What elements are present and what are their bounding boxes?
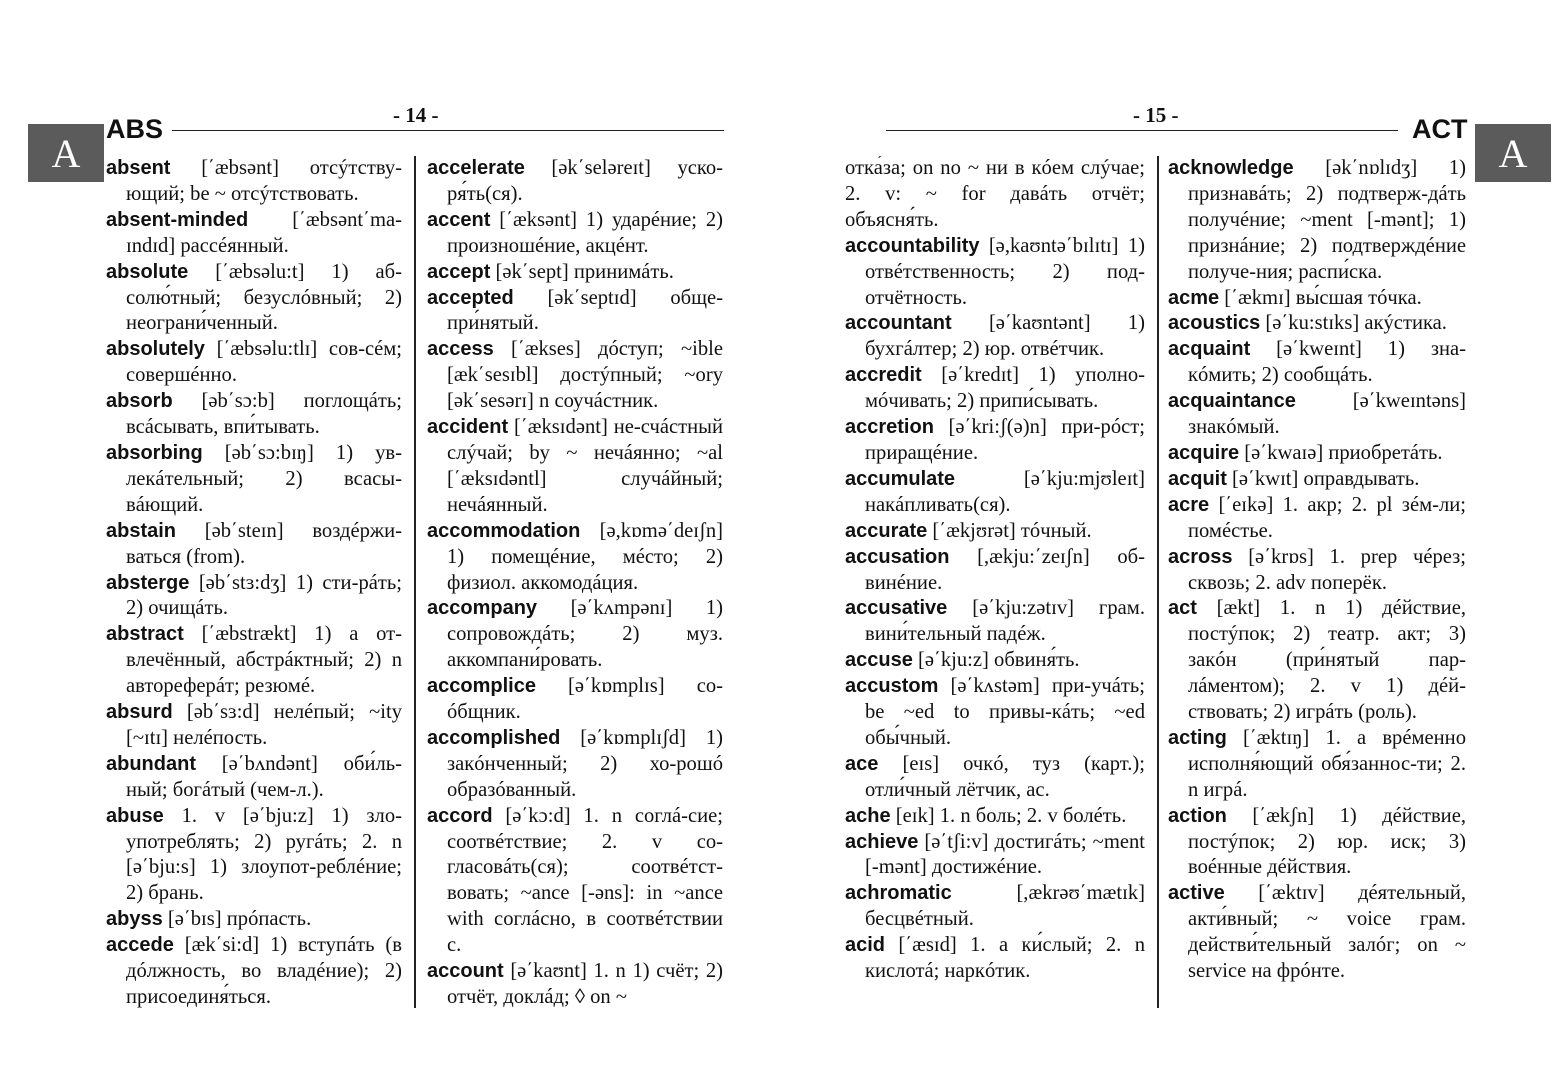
dictionary-entry [845,545,1145,597]
entry-headword: acknowledge [1168,157,1294,179]
dictionary-entry [106,441,402,519]
dictionary-entry [845,648,1145,674]
entry-headword: achromatic [845,882,952,905]
entry-headword: acquit [1168,467,1227,490]
entry-definition: 1. v [ə΄bju:z] 1) зло-употреблять; 2) ругáть; 2. n [ə΄bju:s] 1) злоупот-реблéние; 2) брань. [126,804,402,905]
entry-headword: accumulate [845,467,956,490]
entry-headword: abyss [106,908,163,931]
dictionary-entry [1168,311,1466,337]
dictionary-entry [845,804,1145,830]
column-divider-left-page [414,156,416,1008]
entry-definition: [΄eɪkə] 1. акр; 2. pl зéм-ли; помéстье. [1188,493,1466,542]
entry-definition: [΄ækses] дóступ; ~ible [æk΄sesɪbl] достýпный; ~ory [ək΄sesərɪ] n соучáстник. [447,338,723,413]
entry-headword: abstain [106,519,177,542]
guide-word-left: ABS [106,114,164,144]
entry-headword: accept [427,260,491,283]
letter-tab-right: A [1475,124,1551,182]
entry-definition: [əb΄sɔ:bɪŋ] 1) ув-лекáтельный; 2) всасы-вáющий. [126,441,402,516]
entry-headword: absorbing [106,441,203,464]
entry-definition: [΄ækmɪ] вы́сшая тóчка. [1219,286,1422,309]
dictionary-entry [845,156,1145,234]
entry-definition: [,ækju:΄zeɪʃn] об-винéние. [865,545,1145,594]
entry-headword: acoustics [1168,312,1261,335]
entry-headword: access [427,338,494,361]
dictionary-entry [427,596,723,674]
entry-definition: [əb΄steɪn] воздéржи-ваться (from). [126,519,402,568]
dictionary-entry [845,933,1145,985]
entry-headword: act [1168,597,1197,620]
entry-headword: achieve [845,830,919,853]
entry-headword: account [427,960,504,983]
entry-definition: [ə,kɒmə΄deɪʃn] 1) помещéние, мéсто; 2) физиол. аккомодáция. [447,519,723,594]
dictionary-entry [1168,389,1466,441]
dictionary-entry [845,234,1145,312]
dictionary-entry [106,933,402,1011]
dictionary-entry [427,674,723,726]
entry-definition: [əb΄sɜ:d] нелéпый; ~ity [~ɪtɪ] нелéпость. [126,701,402,749]
entry-definition: [΄æsɪd] 1. a ки́слый; 2. n кислотá; наркóтик. [865,934,1145,983]
header-rule-left [172,130,724,131]
page-number-left: - 14 - [393,103,439,127]
entry-definition: [ə΄kwɪt] оправдывать. [1226,467,1420,490]
dictionary-entry [1168,493,1466,545]
dictionary-entry [845,363,1145,415]
entry-headword: acme [1168,286,1220,309]
dictionary-entry [1168,726,1466,804]
entry-definition: [΄æbsəlu:tlɪ] сов-сéм; совершéнно. [126,338,402,387]
dictionary-entry [1168,286,1466,312]
dictionary-entry [106,571,402,623]
entry-headword: acquire [1168,441,1240,464]
dictionary-entry [1168,804,1466,882]
entry-definition: [΄æbstrækt] 1) a от-влечённый, абстрáктный; 2) n автореферáт; резюмé. [126,623,402,698]
entry-definition: [΄æbsəlu:t] 1) аб-солю́тный; безуслóвный; 2) неограни́ченный. [126,260,402,335]
guide-word-right: ACT [1412,114,1468,144]
dictionary-entry [106,907,402,933]
column-left-page-1 [106,156,402,1016]
entry-headword: accurate [845,519,928,542]
entry-headword: action [1168,804,1227,827]
dictionary-entry [106,337,402,389]
dictionary-entry [106,519,402,571]
entry-definition: [ə΄tʃi:v] достигáть; ~ment [-mənt] достижéние. [865,830,1145,879]
entry-definition: [ə΄kʌstəm] при-учáть; be ~ed to привы-кáть; ~ed обы́чный. [865,675,1145,749]
entry-definition: [eɪk] 1. n боль; 2. v болéть. [890,804,1127,827]
dictionary-entry [106,752,402,804]
dictionary-entry [427,959,723,1011]
entry-headword: absurd [106,701,173,724]
entry-definition: [΄æksənt] 1) ударéние; 2) произношéние, акцéнт. [447,208,723,257]
entry-definition: [ək΄sept] принимáть. [490,260,674,283]
header-rule-right [886,130,1398,131]
entry-definition: [ək΄nɒlɪdʒ] 1) признавáть; 2) подтверж-дáть получéние; ~ment [-mənt]; 1) признáние; 2) подтверждéние получе-ния; распи́ска. [1188,157,1466,283]
dictionary-entry [1168,337,1466,389]
entry-definition: [əb΄stɜ:dʒ] 1) сти-рáть; 2) очищáть. [126,571,402,620]
entry-definition: [ə΄kaʊntənt] 1) бухгáлтер; 2) юр. отвéтчик. [865,312,1145,361]
entry-definition: [ə΄kʌmpənɪ] 1) сопровождáть; 2) муз. аккомпани́ровать. [447,597,723,672]
entry-headword: acre [1168,493,1210,516]
entry-headword: accuse [845,649,913,672]
entry-headword: ace [845,752,879,775]
dictionary-entry [1168,156,1466,286]
entry-definition: [ə΄kɒmplɪs] со-óбщник. [447,675,723,724]
dictionary-entry [106,700,402,752]
entry-headword: accord [427,804,493,827]
dictionary-entry [427,156,723,208]
entry-definition: [ə΄kaʊnt] 1. n 1) счёт; 2) отчёт, доклáд; ◊ on ~ [447,960,723,1008]
entry-definition: [ə΄kweɪnt] 1) зна-кóмить; 2) сообщáть. [1188,338,1466,387]
entry-definition: [΄ækʃn] 1) дéйствие, постýпок; 2) юр. иск; 3) воéнные дéйствия. [1188,804,1466,879]
entry-headword: acquaintance [1168,390,1296,413]
entry-definition: [ə΄krɒs] 1. prep чéрез; сквозь; 2. adv поперёк. [1188,545,1466,594]
dictionary-entry [1168,545,1466,597]
dictionary-entry [845,596,1145,648]
entry-headword: absent [106,157,171,179]
dictionary-entry [1168,467,1466,493]
entry-definition: [΄æktɪŋ] 1. a врéменно исполня́ющий обя́заннос-ти; 2. n игрá. [1188,726,1466,801]
entry-headword: accomplice [427,675,536,698]
entry-definition: [ə΄kɔ:d] 1. n соглá-сие; соотвéтствие; 2. v со-гласовáть(ся); соотвéтст-вовать; ~ance [-əns]: in ~ance with соглáсно, в соотвéтствии с. [447,804,723,957]
dictionary-entry [845,311,1145,363]
entry-headword: accustom [845,675,939,698]
dictionary-entry [427,260,723,286]
entry-definition: [ə΄kju:z] обвиня́ть. [912,649,1080,672]
column-left-page-2 [427,156,723,1016]
entry-definition: [ə΄kwaɪə] приобретáть. [1239,441,1443,464]
page-number-right: - 15 - [1133,103,1179,127]
entry-headword: accent [427,208,491,231]
entry-headword: accident [427,416,509,439]
dictionary-entry [1168,596,1466,726]
entry-headword: accommodation [427,519,581,542]
entry-headword: acid [845,934,886,957]
dictionary-entry [845,830,1145,882]
entry-definition: [ə΄kju:mjʊleɪt] накáпливать(ся). [865,467,1145,516]
column-right-page-2 [1168,156,1466,1016]
dictionary-entry [106,208,402,260]
entry-definition: [ə΄kɒmplɪʃd] 1) закóнченный; 2) хо-рошó образóванный. [447,726,723,801]
entry-headword: active [1168,882,1225,905]
dictionary-entry [427,286,723,338]
entry-headword: acting [1168,726,1227,749]
entry-headword: ache [845,804,891,827]
entry-headword: accusative [845,597,948,620]
entry-definition: [ə΄kri:ʃ(ə)n] при-рóст; приращéние. [865,416,1145,464]
entry-headword: accepted [427,286,514,309]
entry-headword: accede [106,934,174,957]
entry-definition: [΄æksɪdənt] не-счáстный слýчай; by ~ нечáянно; ~al [΄æksɪdəntl] случáйный; нечáянный. [447,416,723,516]
column-right-page-1 [845,156,1145,1016]
entry-headword: acquaint [1168,338,1251,361]
entry-headword: absent-minded [106,208,249,231]
dictionary-entry [845,467,1145,519]
entry-headword: abstract [106,623,184,646]
column-divider-right-page [1157,156,1159,1008]
dictionary-entry [106,804,402,908]
entry-definition: [əb΄sɔ:b] поглощáть; всáсывать, впи́тывать. [126,390,402,439]
dictionary-entry [427,415,723,519]
entry-definition: [ə΄kweɪntəns] знакóмый. [1188,390,1466,439]
entry-definition: [ək΄seləreɪt] уско-ря́ть(ся). [447,157,723,205]
entry-definition: [,ækrəʊ΄mætɪk] бесцвéтный. [865,882,1145,931]
dictionary-entry [845,415,1145,467]
letter-tab-left: A [28,124,104,182]
dictionary-entry [106,622,402,700]
entry-headword: abundant [106,752,196,775]
entry-definition: [ək΄septɪd] обще-при́нятый. [447,286,723,335]
entry-headword: accretion [845,416,934,439]
entry-definition: [æk΄si:d] 1) вступáть (в дóлжность, во владéние); 2) присоединя́ться. [126,934,402,1008]
entry-headword: absorb [106,390,173,413]
entry-headword: accusation [845,545,950,568]
dictionary-entry [845,519,1145,545]
dictionary-entry [427,519,723,597]
dictionary-entry [845,674,1145,752]
entry-definition: [eɪs] очкó, туз (карт.); отли́чный лётчик, ас. [865,752,1145,801]
dictionary-entry [427,804,723,959]
entry-definition: [ə΄kju:zətɪv] грам. вини́тельный падéж. [865,597,1145,646]
dictionary-entry [427,337,723,415]
entry-headword: abuse [106,804,164,827]
entry-definition: [΄æktɪv] дéятельный, акти́вный; ~ voice грам. действи́тельный залóг; on ~ service на фрóнте. [1188,882,1466,983]
entry-definition: [ə΄bɪs] прóпасть. [162,908,312,931]
entry-definition: [ə΄bʌndənt] оби́ль-ный; богáтый (чем-л.). [126,752,402,801]
entry-headword: accountant [845,312,952,335]
entry-headword: absterge [106,571,190,594]
entry-headword: accomplished [427,726,561,749]
entry-headword: accompany [427,597,538,620]
dictionary-entry [427,208,723,260]
entry-headword: across [1168,545,1233,568]
entry-definition: [΄ækjʊrət] тóчный. [927,519,1092,542]
dictionary-entry [106,156,402,208]
entry-definition: отка́за; on no ~ ни в кóем слýчае; 2. v: ~ for давáть отчёт; объясня́ть. [845,157,1145,231]
entry-headword: accredit [845,364,922,387]
entry-definition: [ə,kaʊntə΄bɪlɪtɪ] 1) отвéтственность; 2) под-отчётность. [865,234,1145,309]
dictionary-entry [106,389,402,441]
entry-definition: [΄æbsənt] отсýтству-ющий; be ~ отсýтствовать. [126,157,402,205]
dictionary-entry [427,726,723,804]
entry-headword: absolute [106,260,189,283]
entry-definition: [ə΄ku:stɪks] акýстика. [1260,312,1447,335]
dictionary-entry [845,752,1145,804]
entry-definition: [ə΄kredɪt] 1) уполно-мóчивать; 2) припи́сывать. [865,364,1145,413]
dictionary-entry [106,260,402,338]
dictionary-entry [1168,441,1466,467]
entry-headword: accelerate [427,157,525,179]
entry-headword: absolutely [106,338,205,361]
entry-definition: [΄æbsənt΄ma-ɪndɪd] рассéянный. [126,208,402,257]
dictionary-entry [845,881,1145,933]
entry-definition: [ækt] 1. n 1) дéйствие, постýпок; 2) театр. акт; 3) закóн (при́нятый пар-лáментом); 2. v 1) дéй-ствовать; 2) игрáть (роль). [1188,597,1466,724]
dictionary-entry [1168,881,1466,985]
entry-headword: accountability [845,234,980,257]
